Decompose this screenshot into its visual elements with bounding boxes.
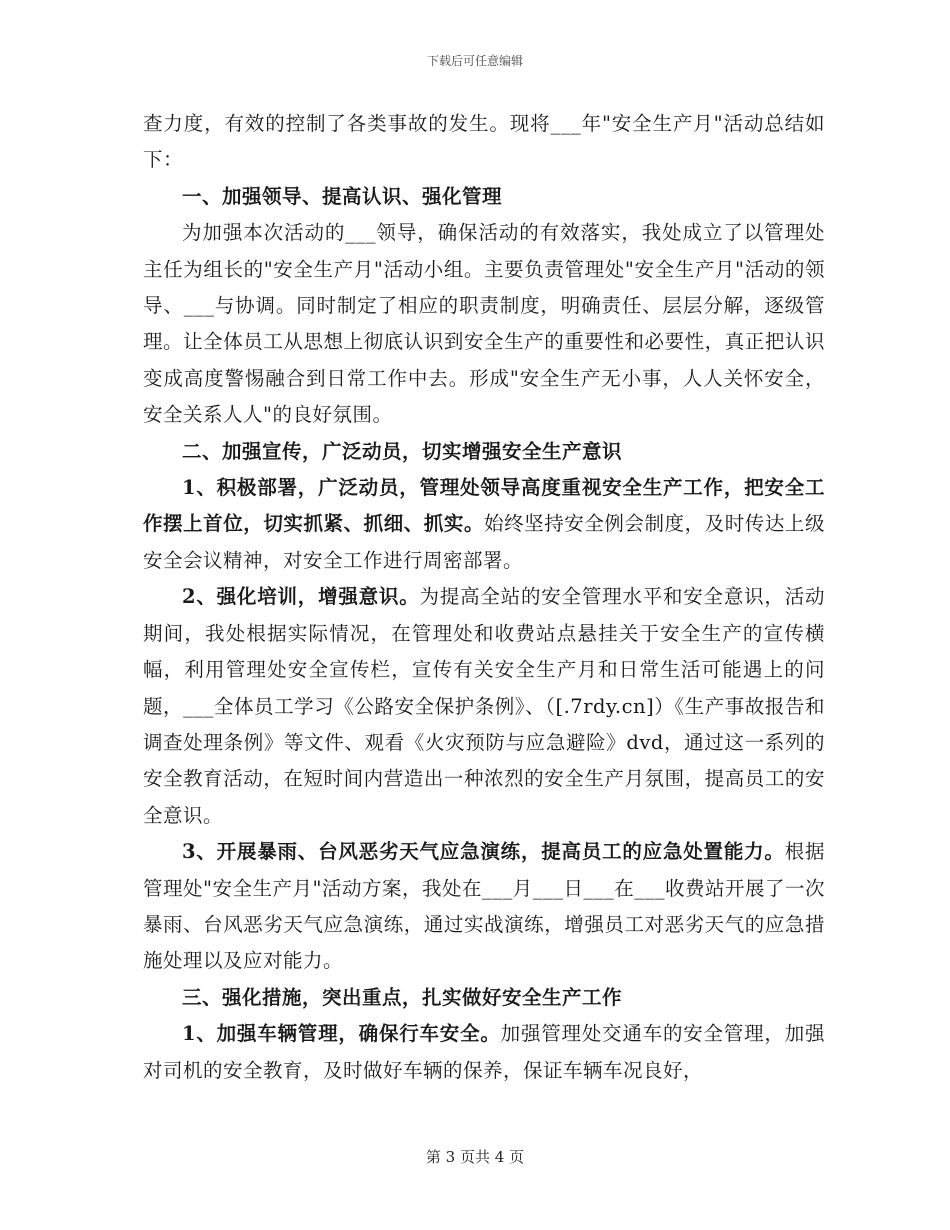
section-heading-2: 二、加强宣传，广泛动员，切实增强安全生产意识 <box>182 439 623 463</box>
paragraph-deployment <box>143 470 825 579</box>
header-note: 下载后可任意编辑 <box>426 54 523 68</box>
paragraph-vehicle-lead: 1、加强车辆管理，确保行车安全。 <box>182 1022 501 1046</box>
paragraph-leadership: 为加强本次活动的___领导，确保活动的有效落实，我处成立了以管理处主任为组长的"安全生产月"活动小组。主要负责管理处"安全生产月"活动的领导、___与协调。同时制定了相应的职责制度，明确责任、层层分解，逐级管理。让全体员工从思想上彻底认识到安全生产的重要性和必要性，真正把认识变成高度警惕融合到日常工作中去。形成"安全生产无小事，人人关怀安全，安全关系人人"的良好氛围。 <box>143 221 825 427</box>
page-number: 第 3 页共 4 页 <box>425 1148 525 1166</box>
paragraph-intro: 查力度，有效的控制了各类事故的发生。现将___年"安全生产月"活动总结如下： <box>143 112 825 172</box>
paragraph-deployment-text: 始终坚持安全例会制度，及时传达上级安全会议精神，对安全工作进行周密部署。 <box>143 512 825 572</box>
paragraph-drill-lead: 3、开展暴雨、台风恶劣天气应急演练，提高员工的应急处置能力。 <box>182 840 785 864</box>
paragraph-vehicle <box>143 1016 825 1089</box>
section-heading-1: 一、加强领导、提高认识、强化管理 <box>182 184 503 208</box>
section-heading-3: 三、强化措施，突出重点，扎实做好安全生产工作 <box>182 985 623 1009</box>
document-body <box>143 106 825 1089</box>
paragraph-training <box>143 579 825 834</box>
paragraph-training-text: 为提高全站的安全管理水平和安全意识，活动期间，我处根据实际情况，在管理处和收费站点悬挂关于安全生产的宣传横幅，利用管理处安全宣传栏，宣传有关安全生产月和日常生活可能遇上的问题，___全体员工学习《公路安全保护条例》、（[.7rdy.cn]）《生产事故报告和调查处理条例》等文件、观看《火灾预防与应急避险》dvd，通过这一系列的安全教育活动，在短时间内营造出一种浓烈的安全生产月氛围，提高员工的安全意识。 <box>143 585 825 827</box>
paragraph-drill-text: 根据管理处"安全生产月"活动方案，我处在___月___日___在___收费站开展了一次暴雨、台风恶劣天气应急演练，通过实战演练，增强员工对恶劣天气的应急措施处理以及应对能力。 <box>143 840 825 973</box>
paragraph-vehicle-text: 加强管理处交通车的安全管理，加强对司机的安全教育，及时做好车辆的保养，保证车辆车况良好， <box>143 1022 825 1082</box>
paragraph-drill <box>143 834 825 980</box>
paragraph-training-lead: 2、强化培训，增强意识。 <box>182 585 420 609</box>
paragraph-deployment-lead: 1、积极部署，广泛动员，管理处领导高度重视安全生产工作，把安全工作摆上首位，切实抓紧、抓细、抓实。 <box>143 476 825 536</box>
